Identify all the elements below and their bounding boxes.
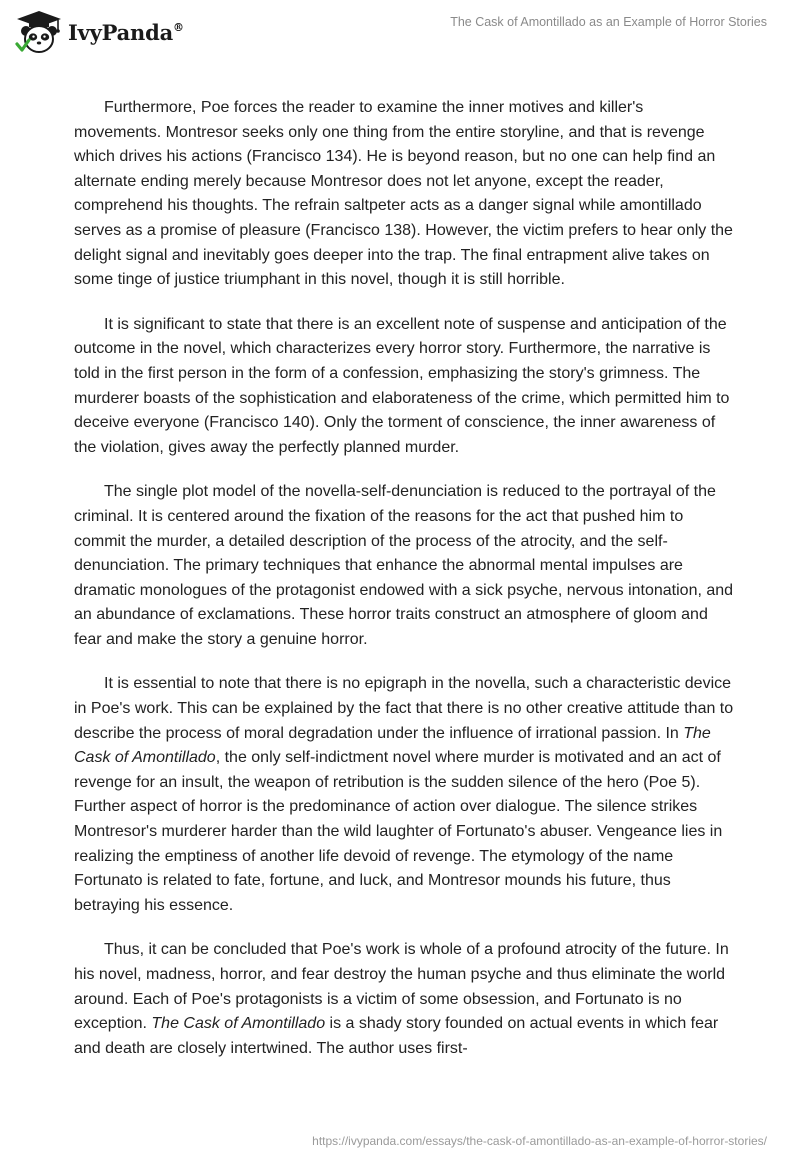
brand-name-text: IvyPanda	[68, 19, 174, 45]
paragraph-text: Furthermore, Poe forces the reader to examine the inner motives and killer's movements. Montresor seeks only one thing from the entire storyline, and that is revenge which drives his actions (Francisco 134). He is beyond reason, but no one can help find an alternate ending merely because Montresor does not let anyone, except the reader, comprehend his thoughts. The refrain saltpeter acts as a danger signal while amontillado serves as a promise of pleasure (Francisco 138). However, the victim prefers to hear only the delight signal and inevitably goes deeper into the trap. The final entrapment alive takes on some tinge of justice triumphant in this novel, though it is still horrible.	[74, 99, 733, 289]
paragraph-5	[74, 938, 734, 1061]
paragraph-text: is a shady story founded on actual events in which fear and death are closely intertwined. The author uses first-	[74, 1015, 719, 1057]
paragraph-3	[74, 480, 734, 652]
book-title-italic: The Cask of Amontillado	[74, 724, 711, 767]
paragraph-text: Thus, it can be concluded that Poe's work is whole of a profound atrocity of the future. In his novel, madness, horror, and fear destroy the human psyche and thus eliminate the world around. Each of Poe's protagonists is a victim of some obsession, and Fortunato is no exception.	[74, 941, 729, 1033]
paragraph-1	[74, 96, 734, 293]
page-header	[0, 0, 800, 60]
paragraph-4	[74, 672, 734, 918]
paragraph-text: , the only self-indictment novel where murder is motivated and an act of revenge for an insult, the weapon of retribution is the sudden silence of the hero (Poe 5). Further aspect of horror is the predominance of action over dialogue. The silence strikes Montresor's murderer harder than the wild laughter of Fortunato's abuser. Vengeance lies in realizing the emptiness of another life devoid of revenge. The etymology of the name Fortunato is related to fate, fortune, and luck, and Montresor mounds his future, thus betraying his essence.	[74, 749, 723, 914]
panda-graduate-icon	[14, 9, 64, 55]
paragraph-text: The single plot model of the novella-self-denunciation is reduced to the portrayal of the criminal. It is centered around the fixation of the reasons for the act that pushed him to commit the murder, a detailed description of the process of the atrocity, and the self-denunciation. The primary techniques that enhance the abnormal mental impulses are dramatic monologues of the protagonist endowed with a sick psyche, nervous intonation, and an abundance of exclamations. These horror traits construct an atmosphere of gloom and fear and make the story a genuine horror.	[74, 483, 734, 648]
brand-logo[interactable]	[14, 8, 184, 56]
essay-body	[74, 96, 734, 1081]
paragraph-2	[74, 313, 734, 461]
book-title-italic: The Cask of Amontillado	[151, 1015, 326, 1033]
brand-name	[68, 20, 184, 45]
paragraph-text: It is significant to state that there is an excellent note of suspense and anticipation of the outcome in the novel, which characterizes every horror story. Furthermore, the narrative is told in the first person in the form of a confession, emphasizing the story's grimness. The murderer boasts of the sophistication and elaborateness of the crime, which permitted him to deceive everyone (Francisco 140). Only the torment of conscience, the inner awareness of the violation, gives away the perfectly planned murder.	[74, 315, 730, 456]
source-url[interactable]: https://ivypanda.com/essays/the-cask-of-amontillado-as-an-example-of-horror-stories/	[312, 1134, 767, 1148]
document-title: The Cask of Amontillado as an Example of Horror Stories	[450, 15, 767, 29]
registered-mark: ®	[173, 20, 184, 34]
paragraph-text: It is essential to note that there is no epigraph in the novella, such a characteristic device in Poe's work. This can be explained by the fact that there is no other creative attitude than to describe the process of moral degradation under the influence of irrational passion. In	[74, 675, 734, 742]
